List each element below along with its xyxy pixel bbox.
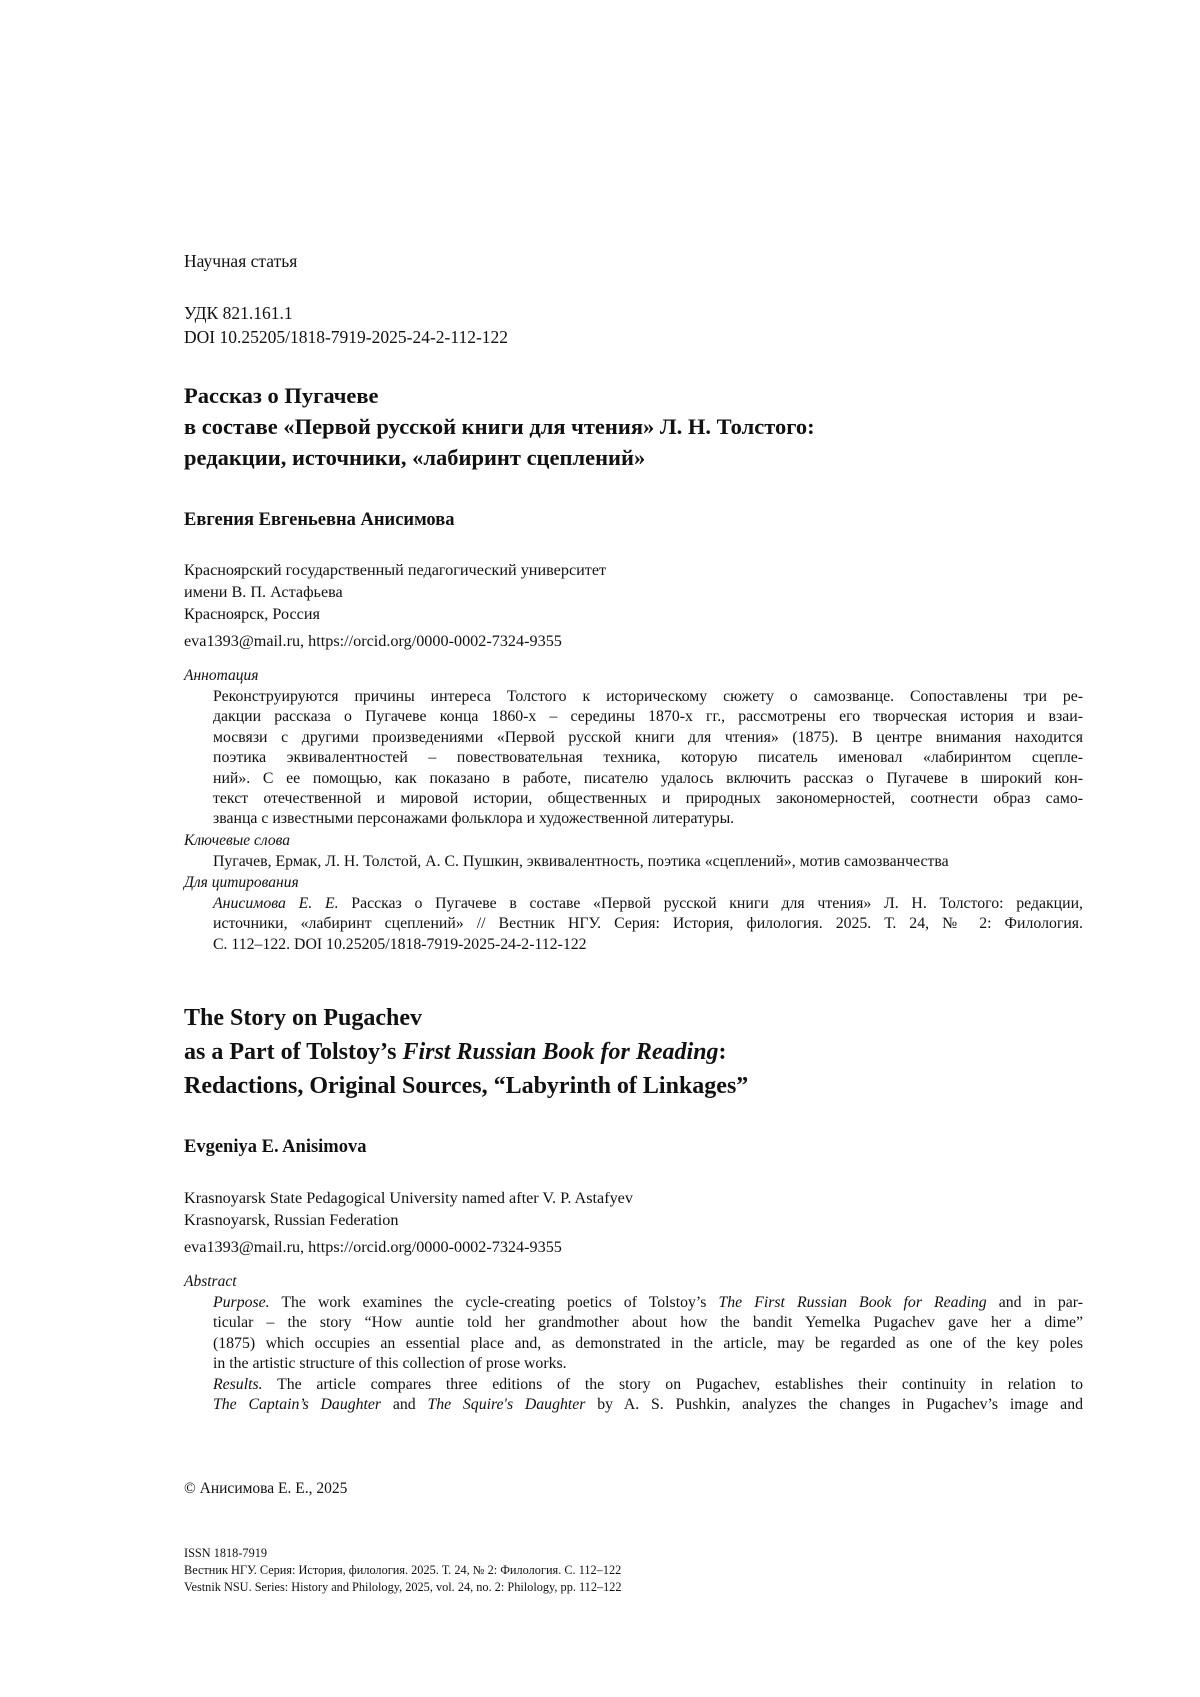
citation-label: Для цитирования <box>184 873 299 893</box>
abstract-line: ticular – the story “How auntie told her grandmother about how the bandit Yemelka Pugachev gave her a dime” <box>213 1313 1083 1333</box>
title-ru-line-2: в составе «Первой русской книги для чтения» Л. Н. Толстого: <box>184 411 815 442</box>
title-en-book: First Russian Book for Reading <box>402 1039 718 1065</box>
affiliation-ru-line-1: Красноярский государственный педагогический университет <box>184 560 606 581</box>
affiliation-ru-line-3: Красноярск, Россия <box>184 604 320 625</box>
citation-body <box>213 894 1083 955</box>
results-label: Results. <box>213 1376 263 1393</box>
abstract-text: The article compares three editions of the story on Pugachev, establishes their continuity in relation to <box>263 1376 1083 1393</box>
annotation-line: ний». С ее помощью, как показано в работе, писателю удалось включить рассказ о Пугачеве в широкий кон- <box>213 769 1083 789</box>
annotation-line: Реконструируются причины интереса Толстого к историческому сюжету о самозванце. Сопоставлены три ре- <box>213 687 1083 707</box>
abstract-line: (1875) which occupies an essential place and, as demonstrated in the article, may be regarded as one of the key poles <box>213 1334 1083 1354</box>
annotation-line: званца с известными персонажами фольклора и художественной литературы. <box>213 809 1083 829</box>
citation-line-3: С. 112–122. DOI 10.25205/1818-7919-2025-24-2-112-122 <box>213 935 1083 955</box>
title-en-line-2 <box>184 1036 727 1068</box>
article-page <box>0 0 1200 1697</box>
abstract-text: by A. S. Pushkin, analyzes the changes in Pugachev’s image and <box>585 1396 1083 1413</box>
author-en: Evgeniya E. Anisimova <box>184 1135 366 1159</box>
annotation-line: дакции рассказа о Пугачеве конца 1860-х – середины 1870-х гг., рассмотрены его творческая история и взаи- <box>213 707 1083 727</box>
annotation-line: мосвязи с другими произведениями «Первой русской книги для чтения» (1875). В центре внимания находится <box>213 728 1083 748</box>
keywords-body <box>213 852 1083 872</box>
abstract-line <box>213 1293 1083 1313</box>
keywords-label: Ключевые слова <box>184 831 290 851</box>
abstract-text: and in par- <box>987 1294 1083 1311</box>
title-en-line-3: Redactions, Original Sources, “Labyrinth of Linkages” <box>184 1070 748 1102</box>
annotation-body <box>213 687 1083 830</box>
contacts-en: eva1393@mail.ru, https://orcid.org/0000-0002-7324-9355 <box>184 1237 562 1258</box>
purpose-label: Purpose. <box>213 1294 270 1311</box>
footer-journal-ru: Вестник НГУ. Серия: История, филология. 2025. Т. 24, № 2: Филология. С. 112–122 <box>184 1562 621 1579</box>
citation-author: Анисимова Е. Е. <box>213 895 339 912</box>
book-title: The First Russian Book for Reading <box>718 1294 986 1311</box>
affiliation-en-line-2: Krasnoyarsk, Russian Federation <box>184 1210 398 1231</box>
doi-header: DOI 10.25205/1818-7919-2025-24-2-112-122 <box>184 326 508 348</box>
udc-code: УДК 821.161.1 <box>184 302 293 324</box>
contacts-ru: eva1393@mail.ru, https://orcid.org/0000-0002-7324-9355 <box>184 631 562 652</box>
annotation-line: текст отечественной и мировой истории, общественных и природных закономерностей, соотнести образ само- <box>213 789 1083 809</box>
title-en-line-1: The Story on Pugachev <box>184 1002 422 1034</box>
article-type: Научная статья <box>184 250 297 272</box>
abstract-line <box>213 1375 1083 1395</box>
title-ru-line-3: редакции, источники, «лабиринт сцеплений» <box>184 442 645 473</box>
work-title: The Captain’s Daughter <box>213 1396 381 1413</box>
citation-line-1 <box>213 894 1083 914</box>
copyright: © Анисимова Е. Е., 2025 <box>184 1479 347 1500</box>
citation-line-2: источники, «лабиринт сцеплений» // Вестник НГУ. Серия: История, филология. 2025. Т. 24, № 2: Филология. <box>213 914 1083 934</box>
title-en-colon: : <box>719 1039 727 1065</box>
abstract-text: The work examines the cycle-creating poetics of Tolstoy’s <box>270 1294 719 1311</box>
title-ru-line-1: Рассказ о Пугачеве <box>184 380 379 411</box>
affiliation-en-line-1: Krasnoyarsk State Pedagogical University named after V. P. Astafyev <box>184 1188 633 1209</box>
keywords-text: Пугачев, Ермак, Л. Н. Толстой, А. С. Пушкин, эквивалентность, поэтика «сцеплений», мотив самозванчества <box>213 852 1083 872</box>
author-ru: Евгения Евгеньевна Анисимова <box>184 508 454 532</box>
annotation-label: Аннотация <box>184 666 258 686</box>
abstract-line <box>213 1395 1083 1415</box>
abstract-body <box>213 1293 1083 1415</box>
annotation-line: поэтика эквивалентностей – повествовательная техника, которую писатель именовал «лабиринтом сцепле- <box>213 748 1083 768</box>
footer-journal-en: Vestnik NSU. Series: History and Philology, 2025, vol. 24, no. 2: Philology, pp. 112–122 <box>184 1579 622 1596</box>
citation-line-1-rest: Рассказ о Пугачеве в составе «Первой русской книги для чтения» Л. Н. Толстого: редакции, <box>339 895 1083 912</box>
work-title: The Squire's Daughter <box>427 1396 585 1413</box>
abstract-label: Abstract <box>184 1272 237 1292</box>
abstract-line: in the artistic structure of this collection of prose works. <box>213 1354 1083 1374</box>
abstract-text: and <box>381 1396 427 1413</box>
footer-issn: ISSN 1818-7919 <box>184 1545 267 1562</box>
affiliation-ru-line-2: имени В. П. Астафьева <box>184 582 343 603</box>
title-en-part: as a Part of Tolstoy’s <box>184 1039 402 1065</box>
